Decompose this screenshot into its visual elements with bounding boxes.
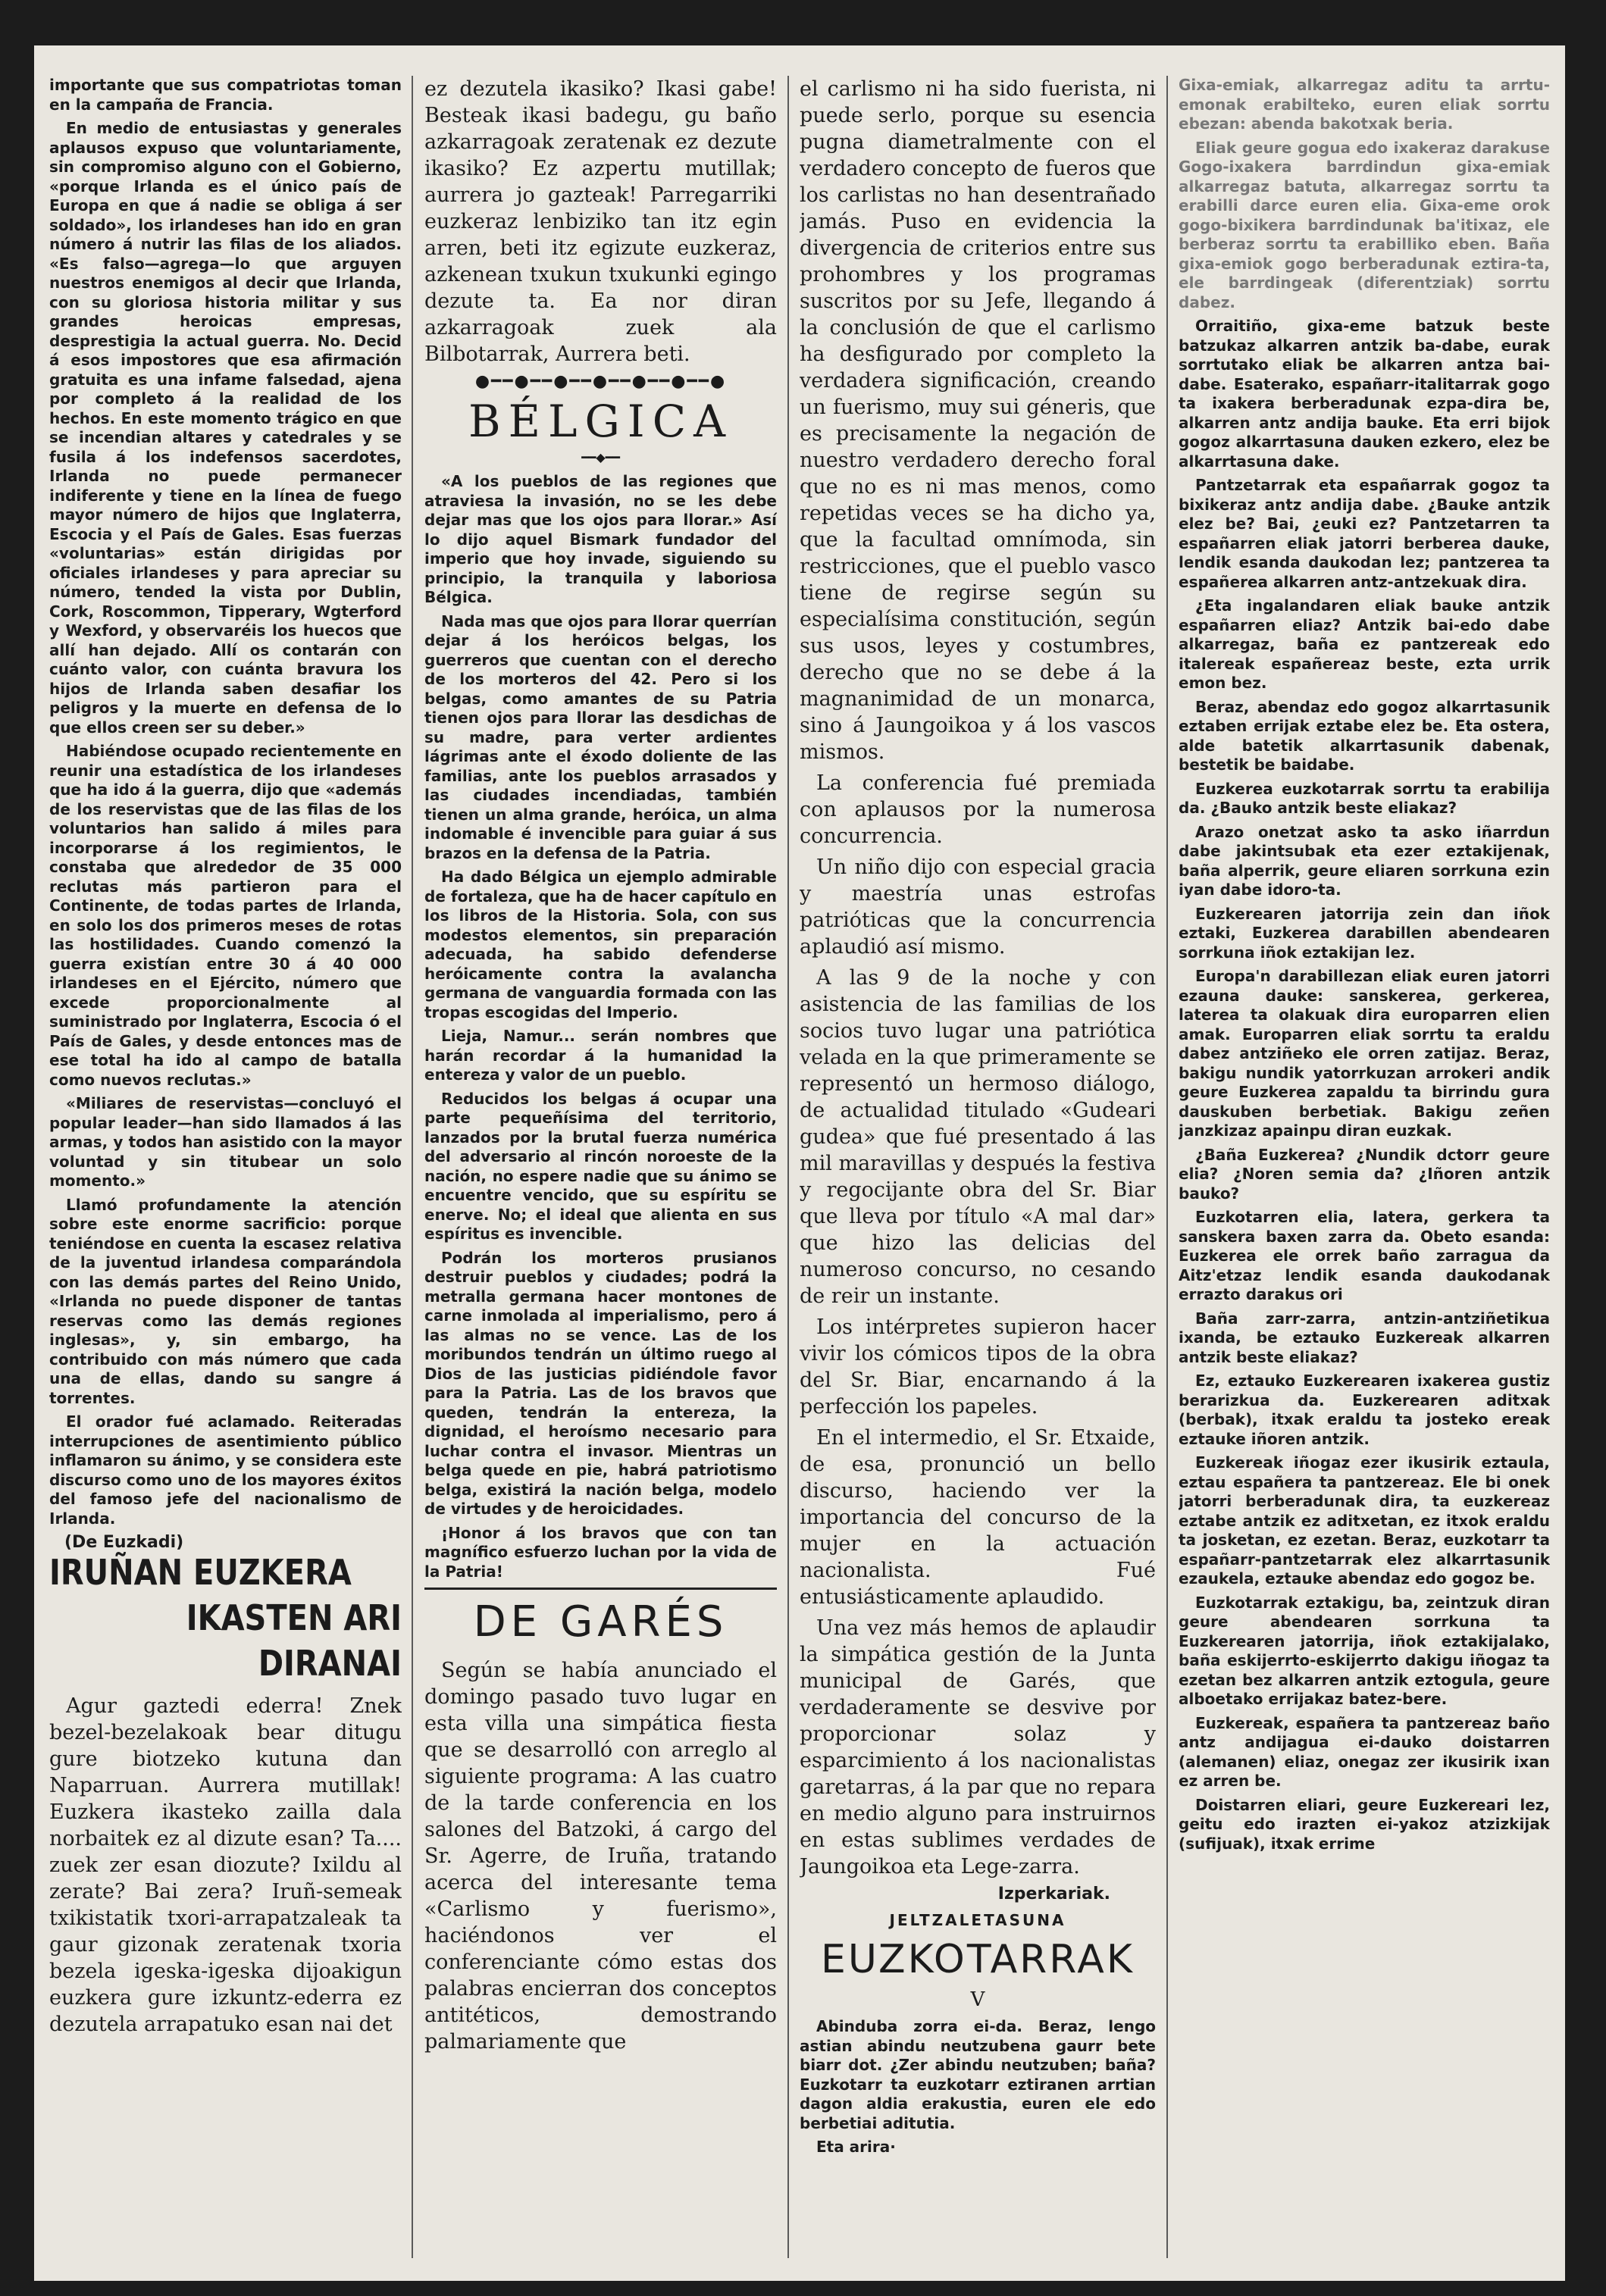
section-heading-belgica: BÉLGICA	[468, 396, 733, 447]
article-paragraph: importante que sus compatriotas toman en la campaña de Francia.	[49, 76, 402, 114]
article-source: (De Euzkadi)	[64, 1533, 184, 1552]
belgica-article	[424, 472, 777, 1581]
article-paragraph: Euzkereak iñogaz ezer ikusirik eztaula, eztau españera ta pantzereaz. Ele bi onek jatorri berberadunak dira, ta euzkereaz eztabe antzik ez aditxetan, ez itxok eraldu ta josketan, ez ezetan. Beraz, euzkotarr ta españarr-pantzetarrak elez alkarrtasunik ezaukela, eztauke abendaz edo gogoz be.	[1179, 1453, 1550, 1587]
article-paragraph: Orraitiño, gixa-eme batzuk beste batzukaz alkarren antzik ba-dabe, eurak sorrtutako eliak be alkarren antza bai-dabe. Esaterako, españarr-italitarrak gogo ta ixakera berberadunak ezpa-dira be, alkarren antz andija bauke. Eta erri bijok gogoz alkarrtasuna dauken ezkero, elez be alkarrtasuna dake.	[1179, 317, 1550, 471]
article-paragraph: Europa'n darabillezan eliak euren jatorri ezauna dauke: sanskerea, gerkerea, laterea ta olakuak dira europarren elien amak. Europarren eliak sorrtu ta eraldu dabez antziñeko ele orren zatijaz. Beraz, bakigu nundik yatorrkuzan arrokeri andik geure Euzkerea zapaldu ta birrindu gura dauskuben berbetiak. Bakigu zeñen janzkizaz apainpu diran euzkak.	[1179, 967, 1550, 1140]
gares-article-continued	[800, 76, 1156, 1880]
column-4	[1179, 76, 1550, 1858]
article-paragraph: En el intermedio, el Sr. Etxaide, de esa, pronunció un bello discurso, haciendo ver la importancia del concurso de la mujer en la actuación nacionalista. Fué entusiásticamente aplaudido.	[800, 1426, 1156, 1609]
article-paragraph: Euzkereak, españera ta pantzereaz baño antz andijagua ei-dauko doistarren (alemanen) eliaz, onegaz zer ikusirik ixan ez arren be.	[1179, 1713, 1550, 1790]
article-paragraph: A las 9 de la noche y con asistencia de las familias de los socios tuvo lugar una patriótica velada en la que primeramente se representó un hermoso diálogo, de actualidad titulado «Gudeari gudea» que fué presentado á las mil maravillas y después la festiva y regocijante obra del Sr. Biar que lleva por título «A mal dar» que hizo las delicias del numeroso concurso, no cesando de reir un instante.	[800, 966, 1156, 1308]
irunan-article-continued	[424, 76, 777, 368]
heading-line: IKASTEN ARI DIRANAI	[186, 1598, 402, 1684]
article-paragraph: La conferencia fué premiada con aplausos por la numerosa concurrencia.	[800, 771, 1156, 848]
article-paragraph: Pantzetarrak eta españarrak gogoz ta bixikeraz antz andija dabe. ¿Bauke antzik elez be? Bai, ¿euki ez? Pantzetarren ta españarren eliak jatorri berberea dauke, lendik esanda daukodan lez; pantzerea ta españerea alkarren antz-antzekuak dira.	[1179, 476, 1550, 591]
heading-line: IRUÑAN EUZKERA	[49, 1553, 352, 1594]
article-paragraph: Euzkotarrak eztakigu, ba, zeintzuk diran geure abendearen sorrkuna ta Euzkerearen jatorrija, iñok eztakijalako, baña eskijerrto-eskijerrto dakigu iñogaz ta ezetan bez alkarren antzik eztogula, geure alboetako errijakaz batez-bere.	[1179, 1593, 1550, 1708]
article-paragraph: Lieja, Namur... serán nombres que harán recordar á la humanidad la entereza y valor de un pueblo.	[424, 1027, 777, 1084]
column-rule	[1166, 76, 1168, 2258]
section-heading-euzkotarrak: EUZKOTARRAK	[821, 1937, 1135, 1982]
column-rule	[787, 76, 789, 2258]
section-heading-gares: DE GARÉS	[424, 1587, 777, 1647]
euzkotarrak-article-continued	[1179, 76, 1550, 1853]
ornament-divider: ━━◆━━	[581, 450, 620, 465]
article-paragraph: Ha dado Bélgica un ejemplo admirable de fortaleza, que ha de hacer capítulo en los libros de la Historia. Sola, con sus modestos elementos, sin preparación adecuada, ha sabido defenderse heróicamente contra la avalancha germana de vanguardia formada con las tropas escogidas del Imperio.	[424, 868, 777, 1021]
ornament-divider: ●━━●━━●━━●━━●━━●━━●	[474, 372, 727, 391]
irish-article	[49, 76, 402, 1552]
article-paragraph: ez dezutela ikasiko? Ikasi gabe! Besteak ikasi badegu, gu baño azkarragoak zeratenak ez dezute ikasiko? Ez azpertu mutillak; aurrera jo gazteak! Parregarriki euzkeraz lenbiziko tan itz egin arren, beti itz egizute euzkeraz, azkenean txukun txukunki egingo dezute ta. Ea nor diran azkarragoak zuek ala Bilbotarrak, Aurrera beti.	[424, 77, 777, 366]
article-paragraph: Arazo onetzat asko ta asko iñarrdun dabe jakintsubak eta ezer eztakijenak, baña alperrik, geure eliaren sorrkuna ezin iyan dabe idoro-ta.	[1179, 822, 1550, 899]
column-2	[424, 76, 777, 2060]
column-rule	[412, 76, 413, 2258]
article-paragraph: Eliak geure gogua edo ixakeraz darakuse Gogo-ixakera barrdindun gixa-emiak alkarregaz batuta, alkarregaz sorrtu ta erabilli darce euren elia. Gixa-eme orok gogo-bixikera barrdindunak ba'itixaz, ele berberaz sorrtu ta erabilliko eben. Baña gixa-emiok gogo berberadunak eztira-ta, ele barrdingeak (diferentziak) sorrtu dabez.	[1179, 138, 1550, 311]
article-paragraph: Baña zarr-zarra, antzin-antziñetikua ixanda, be eztauko Euzkereak alkarren antzik beste eliakaz?	[1179, 1309, 1550, 1366]
article-paragraph: En medio de entusiastas y generales aplausos expuso que voluntariamente, sin compromiso alguno con el Gobierno, «porque Irlanda es el único país de Europa en que á nadie se obliga á ser soldado», los irlandeses han ido en gran número á nutrir las filas de los aliados. «Es falso—agrega—lo que arguyen nuestros enemigos al decir que Irlanda, con su gloriosa historia militar y sus grandes heroicas empresas, desprestigia la actual guerra. No. Decid á esos impostores que esa afirmación gratuita es una infame falsedad, ajena por completo á la realidad de los hechos. En este momento trágico en que se incendian altares y catedrales y se fusila á los indefensos sacerdotes, Irlanda no puede permanecer indiferente y tiene en la línea de fuego mayor número de hijos que Inglaterra, Escocia y el País de Gales. Esas fuerzas «voluntarias» están dirigidas por oficiales irlandeses y para apreciar su número, tended la vista por Dublin, Cork, Roscommon, Tipperary, Wgterford y Wexford, y observaréis los huecos que allí han dejado. Allí os contarán con cuánto valor, con cuánta bravura los hijos de Irlanda saben desafiar los peligros y la muerte en defensa de lo que ellos creen ser su deber.»	[49, 119, 402, 737]
irunan-article	[49, 1693, 402, 2038]
article-paragraph: ¿Baña Euzkerea? ¿Nundik dctorr geure elia? ¿Noren semia da? ¿Iñoren antzik bauko?	[1179, 1145, 1550, 1203]
section-heading-irunan	[49, 1550, 402, 1686]
article-paragraph: Una vez más hemos de aplaudir la simpática gestión de la Junta municipal de Garés, que verdaderamente se desvive por proporcionar solaz y esparcimiento á los nacionalistas garetarras, á la par que no repara en medio alguno para instruirnos en estas sublimes verdades de Jaungoikoa eta Lege-zarra.	[800, 1616, 1156, 1878]
article-paragraph: Doistarren eliari, geure Euzkereari lez, geitu edo irazten ei-yakoz atzizkijak (sufijuak), itxak errime	[1179, 1795, 1550, 1853]
article-byline: Izperkariak.	[997, 1885, 1110, 1903]
article-paragraph: Euzkotarren elia, latera, gerkera ta sanskera baxen zarra da. Obeto esanda: Euzkerea ele orrek baño zarragua da Aitz'etzaz lendik esanda daukodanak errazto darakus ori	[1179, 1208, 1550, 1303]
section-heading-jeltzaletasuna: JELTZALETASUNA	[889, 1911, 1066, 1929]
article-paragraph: ¡Honor á los bravos que con tan magnífico esfuerzo luchan por la vida de la Patria!	[424, 1523, 777, 1581]
column-3	[800, 76, 1156, 2162]
article-paragraph: Eta arira·	[816, 2138, 896, 2156]
part-number: V	[970, 1988, 985, 2011]
article-paragraph: Nada mas que ojos para llorar querrían dejar á los heróicos belgas, los guerreros que cuentan con el derecho de los morteros del 42. Pero si los belgas, como amantes de su Patria tienen ojos para llorar las desdichas de su madre, para verter ardientes lágrimas ante el éxodo doliente de las familias, ante los pueblos arrasados y las ciudades incendiadas, también tienen un alma grande, heróica, un alma indomable é invencible para guiar á sus brazos en la defensa de la Patria.	[424, 612, 777, 862]
article-paragraph: Abinduba zorra ei-da. Beraz, lengo astian abindu neutzubena gaurr bete biarr dot. ¿Zer abindu neutzuben; baña? Euzkotarr ta euzkotarr eztiranen arrtian dagon aldia erakustia, euren ele edo berbetiai aditutia.	[800, 2017, 1156, 2132]
article-paragraph: Agur gaztedi ederra! Znek bezel-bezelakoak bear ditugu gure biotzeko kutuna dan Naparruan. Aurrera mutillak! Euzkera ikasteko zailla dala norbaitek ez al dizute esan? Ta.... zuek zer esan diozute? Ixildu al zerate? Bai zera? Iruñ-semeak txikistatik txori-arrapatzaleak ta gaur gizonak zeratenak txoria bezela igeska-igeska dijoakigun euzkera gure izkuntz-ederra ez dezutela arrapatuko esan nai det	[49, 1694, 402, 2036]
article-paragraph: «Miliares de reservistas—concluyó el popular leader—han sido llamados á las armas, y todos han asistido con la mayor voluntad y sin titubear un solo momento.»	[49, 1094, 402, 1190]
article-paragraph: Podrán los morteros prusianos destruir pueblos y ciudades; podrá la metralla germana hacer montones de carne inmolada al imperialismo, pero á las almas no se vence. Las de los moribundos tendrán un último ruego al Dios de las justicias pidiéndole favor para la Patria. Las de los bravos que queden, tendrán la entereza, la dignidad, el heroísmo necesario para luchar contra el invasor. Mientras un belga quede en pie, habrá patriotismo belga, existirá la nación belga, modelo de virtudes y de heroicidades.	[424, 1248, 777, 1518]
article-paragraph: El orador fué aclamado. Reiteradas interrupciones de asentimiento público inflamaron su ánimo, y se considera este discurso como uno de los mayores éxitos del famoso jefe del nacionalismo de Irlanda.	[49, 1412, 402, 1528]
article-paragraph: Según se había anunciado el domingo pasado tuvo lugar en esta villa una simpática fiesta que se desarrolló con arreglo al siguiente programa: A las cuatro de la tarde conferencia en los salones del Batzoki, á cargo del Sr. Agerre, de Iruña, tratando acerca del interesante tema «Carlismo y fuerismo», haciéndonos ver el conferenciante cómo estas dos palabras encierran dos conceptos antitéticos, demostrando palmariamente que	[424, 1659, 777, 2054]
article-paragraph: «A los pueblos de las regiones que atraviesa la invasión, no se les debe dejar mas que los ojos para llorar.» Así lo dijo aquel Bismark fundador del imperio que hoy invade, siguiendo su principio, la tranquila y laboriosa Bélgica.	[424, 472, 777, 606]
euzkotarrak-article	[800, 2017, 1156, 2157]
article-paragraph: Euzkerea euzkotarrak sorrtu ta erabilija da. ¿Bauko antzik beste eliakaz?	[1179, 779, 1550, 817]
article-paragraph: Euzkerearen jatorrija zein dan iñok eztaki, Euzkerea darabillen abendearen sorrkuna iñok eztakijan lez.	[1179, 904, 1550, 962]
article-paragraph: Ez, eztauko Euzkerearen ixakerea gustiz berarizkua da. Euzkerearen aditxak (berbak), itxak eraldu ta josteko ereak eztauke iñoren antzik.	[1179, 1372, 1550, 1448]
article-paragraph: Los intérpretes supieron hacer vivir los cómicos tipos de la obra del Sr. Biar, encarnando á la perfección los papeles.	[800, 1315, 1156, 1419]
column-1	[49, 76, 402, 2042]
article-paragraph: Gixa-emiak, alkarregaz aditu ta arrtu-emonak erabilteko, euren eliak sorrtu ebezan: abenda bakotxak beria.	[1179, 76, 1550, 133]
article-paragraph: el carlismo ni ha sido fuerista, ni puede serlo, porque su esencia pugna diametralmente con el verdadero concepto de fueros que los carlistas no han desentrañado jamás. Puso en evidencia la divergencia de criterios entre sus prohombres y los programas suscritos por su Jefe, llegando á la conclusión de que el carlismo ha desfigurado por completo la verdadera significación, creando un fuerismo, muy sui géneris, que es precisamente la negación de nuestro verdadero derecho foral que no es ni mas menos, como repetidas veces se ha dicho ya, que la facultad omnímoda, sin restricciones, que el pueblo vasco tiene de regirse según su especialísima constitución, según sus usos, leyes y costumbres, derecho que no se debe á la magnanimidad de un monarca, sino á Jaungoikoa y á los vascos mismos.	[800, 77, 1156, 764]
newspaper-page	[34, 45, 1565, 2281]
article-paragraph: Reducidos los belgas á ocupar una parte pequeñísima del territorio, lanzados por la brutal fuerza numérica del adversario al rincón noroeste de la nación, no espere nadie que su ánimo se encuentre vencido, que su espíritu se enerve. No; el ideal que alienta en sus espíritus es invencible.	[424, 1089, 777, 1243]
article-paragraph: Beraz, abendaz edo gogoz alkarrtasunik eztaben errijak eztabe elez be. Eta ostera, alde batetik alkarrtasunik dabenak, bestetik be baidabe.	[1179, 697, 1550, 774]
article-paragraph: Habiéndose ocupado recientemente en reunir una estadística de los irlandeses que ha ido á la guerra, dijo que «además de los reservistas que de las filas de los voluntarios han salido á miles para incorporarse á los regimientos, le constaba que alrededor de 35 000 reclutas más partieron para el Continente, de todas partes de Irlanda, en solo los dos primeros meses de rotas las hostilidades. Cuando comenzó la guerra existían entre 30 á 40 000 irlandeses en el Ejército, número que excede proporcionalmente al suministrado por Inglaterra, Escocia ó el País de Gales, y desde entonces mas de ese total ha ido al campo de batalla como nuevos reclutas.»	[49, 742, 402, 1089]
article-paragraph: ¿Eta ingalandaren eliak bauke antzik españarren eliaz? Antzik bai-edo dabe alkarregaz, baña ez pantzereak edo italereak españereaz beste, ezta urrik emon bez.	[1179, 596, 1550, 692]
article-paragraph: Un niño dijo con especial gracia y maestría unas estrofas patrióticas que la concurrencia aplaudió así mismo.	[800, 856, 1156, 959]
gares-article	[424, 1657, 777, 2055]
article-paragraph: Llamó profundamente la atención sobre este enorme sacrificio: porque teniéndose en cuenta la escasez relativa de la juventud irlandesa comparándola con las demás partes del Reino Unido, «Irlanda no puede disponer de tantas reservas como las demás regiones inglesas», y, sin embargo, ha contribuido con más número que cada una de ellas, dando su sangre á torrentes.	[49, 1195, 402, 1407]
